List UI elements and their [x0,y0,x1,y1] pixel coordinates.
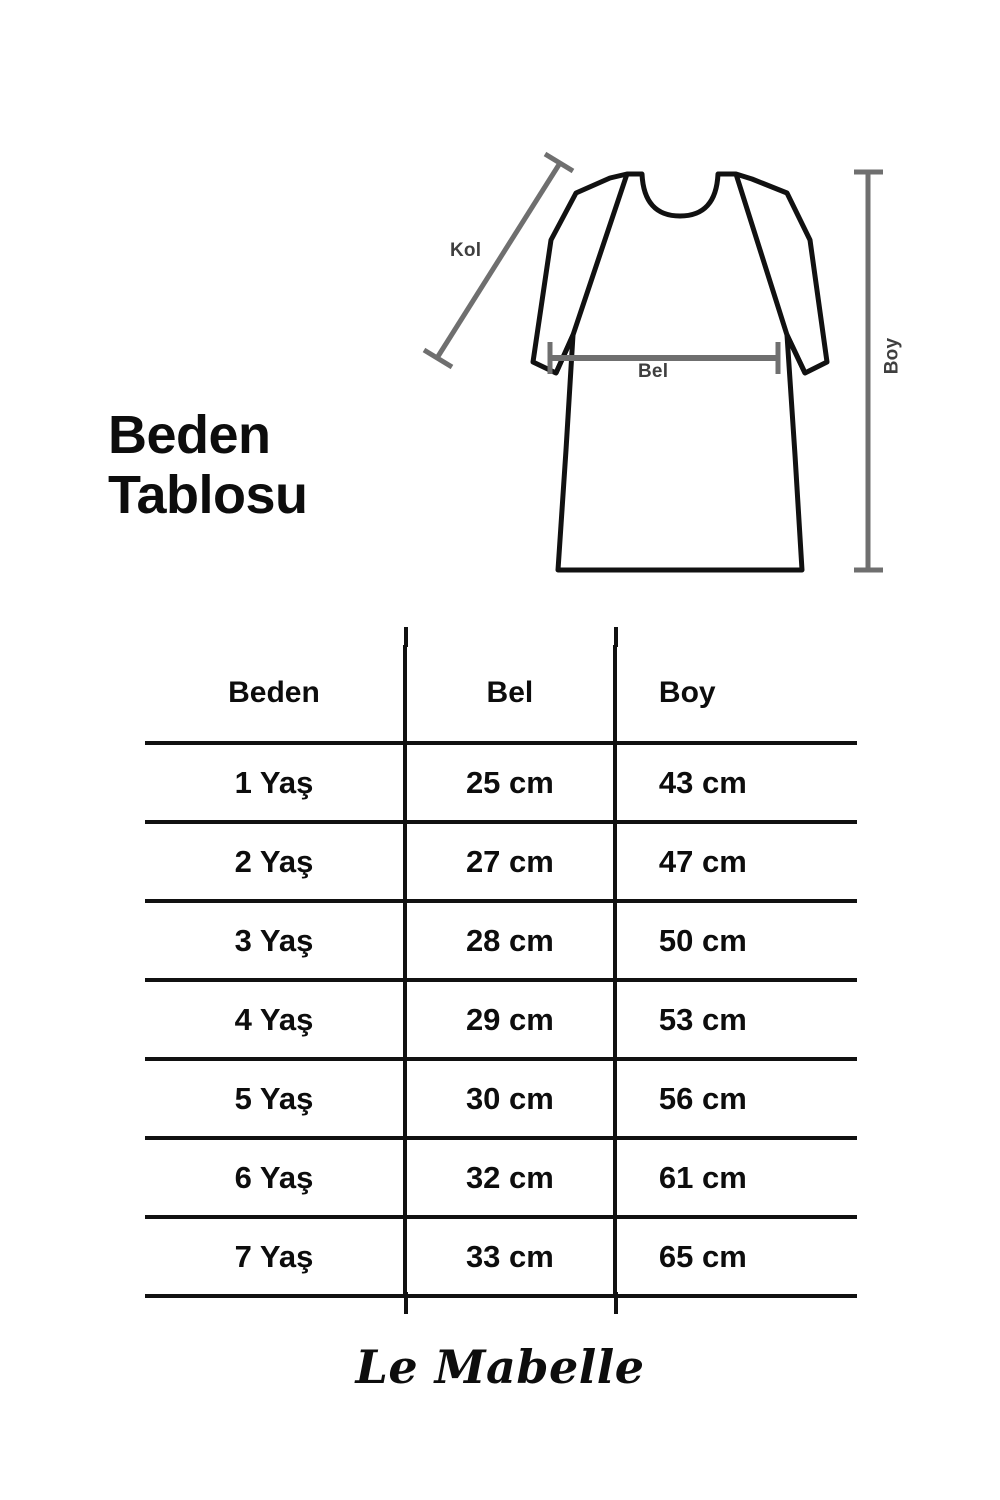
table-divider-tick [404,1292,408,1314]
cell-beden: 6 Yaş [145,1138,405,1217]
cell-bel: 27 cm [405,822,615,901]
cell-boy: 65 cm [615,1217,857,1296]
cell-bel: 28 cm [405,901,615,980]
cell-boy: 61 cm [615,1138,857,1217]
page-title-line-2: Tablosu [108,465,308,526]
table-row [145,901,857,980]
cell-bel: 32 cm [405,1138,615,1217]
cell-beden: 4 Yaş [145,980,405,1059]
cell-boy: 50 cm [615,901,857,980]
table-row [145,980,857,1059]
cell-bel: 29 cm [405,980,615,1059]
table-row [145,743,857,822]
cell-boy: 43 cm [615,743,857,822]
garment-diagram [380,130,940,600]
table-divider-tick [614,1292,618,1314]
page-title [108,405,428,526]
cell-bel: 33 cm [405,1217,615,1296]
brand-logo: Le Mabelle [355,1340,645,1394]
column-header-beden: Beden [145,645,405,743]
cell-beden: 2 Yaş [145,822,405,901]
cell-boy: 56 cm [615,1059,857,1138]
cell-beden: 1 Yaş [145,743,405,822]
length-measure-label: Boy [881,337,903,375]
table-header-row [145,645,857,743]
cell-bel: 25 cm [405,743,615,822]
table-row [145,1138,857,1217]
cell-boy: 53 cm [615,980,857,1059]
table-row [145,822,857,901]
page-title-line-1: Beden [108,405,271,465]
cell-beden: 5 Yaş [145,1059,405,1138]
waist-measure-label: Bel [638,361,669,382]
sleeve-measure-label: Kol [450,240,482,261]
table-row [145,1059,857,1138]
column-header-bel: Bel [405,645,615,743]
cell-boy: 47 cm [615,822,857,901]
cell-beden: 7 Yaş [145,1217,405,1296]
cell-beden: 3 Yaş [145,901,405,980]
size-chart-table [145,645,857,1290]
table-row [145,1217,857,1296]
cell-bel: 30 cm [405,1059,615,1138]
column-header-boy: Boy [615,645,857,743]
